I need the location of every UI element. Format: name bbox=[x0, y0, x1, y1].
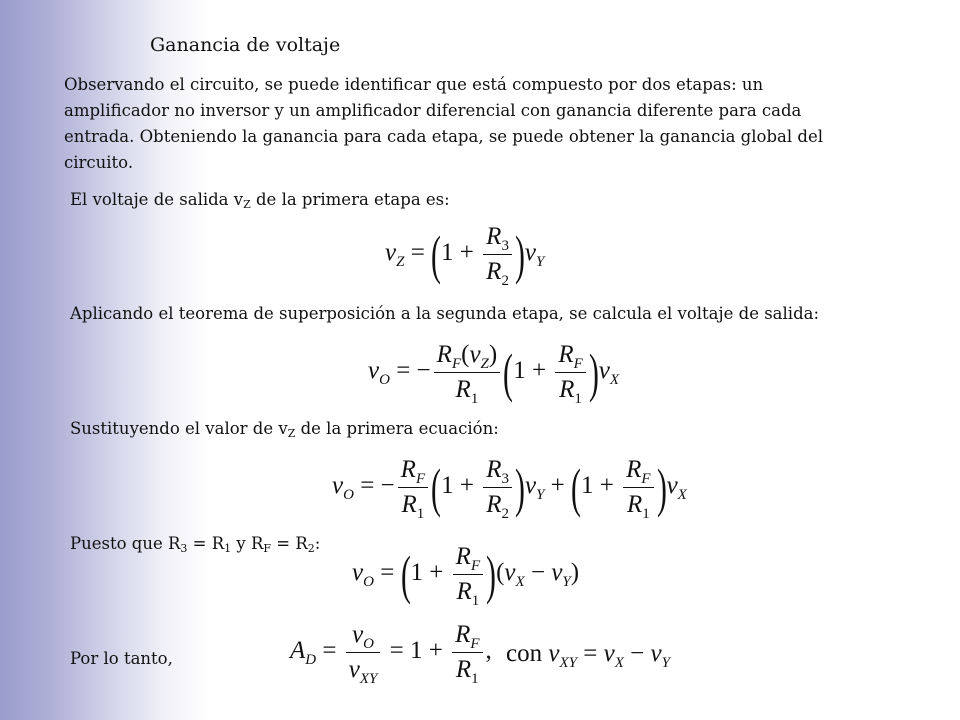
substitution-text: Sustituyendo el valor de $v_Z$ de la primera ecuación: bbox=[70, 419, 499, 440]
equation-superposition: $v_O$ = − $\frac{R_F(v_Z)}{R_1}$ (1 + $\frac{R_F}{R_1}$ )$v_X$ bbox=[368, 341, 620, 407]
page-title: Ganancia de voltaje bbox=[150, 34, 341, 56]
equation-stage-one-gain: $v_Z = (1$ + $\frac{R_3}{R_2}$ )$v_Y$ bbox=[385, 223, 545, 289]
equation-differential-gain: $A_D$ = $\frac{v_O}{v_{XY}}$ = 1 + $\frac{R_F}{R_1}$ , bbox=[290, 621, 492, 687]
equation-vxy-definition: con $v_{XY} = v_X - v_Y$ bbox=[506, 640, 670, 671]
superposition-text: Aplicando el teorema de superposición a la segunda etapa, se calcula el voltaje de salida: bbox=[70, 304, 820, 323]
intro-paragraph: Observando el circuito, se puede identificar que está compuesto por dos etapas: un amplificador no inversor y un amplificador diferencial con ganancia diferente para cada entrada. Obteniendo la ganancia para cada etapa, se puede obtener la ganancia global del circuito. bbox=[64, 75, 823, 172]
resistor-condition-text: Puesto que $R_3 = R_1$ y $R_F = R_2$: bbox=[70, 534, 321, 555]
stage-one-output-text: El voltaje de salida $v_Z$ de la primera etapa es: bbox=[70, 190, 450, 211]
conclusion-text: Por lo tanto, bbox=[70, 649, 173, 668]
equation-simplified: $v_O = (1$ + $\frac{R_F}{R_1}$ )$(v_X - v_Y)$ bbox=[352, 543, 580, 609]
equation-substituted: $v_O$ = − $\frac{R_F}{R_1}$ (1 + $\frac{R_3}{R_2}$ )$v_Y + (1$ + $\frac{R_F}{R_1}$ )$v_X$ bbox=[332, 456, 687, 522]
